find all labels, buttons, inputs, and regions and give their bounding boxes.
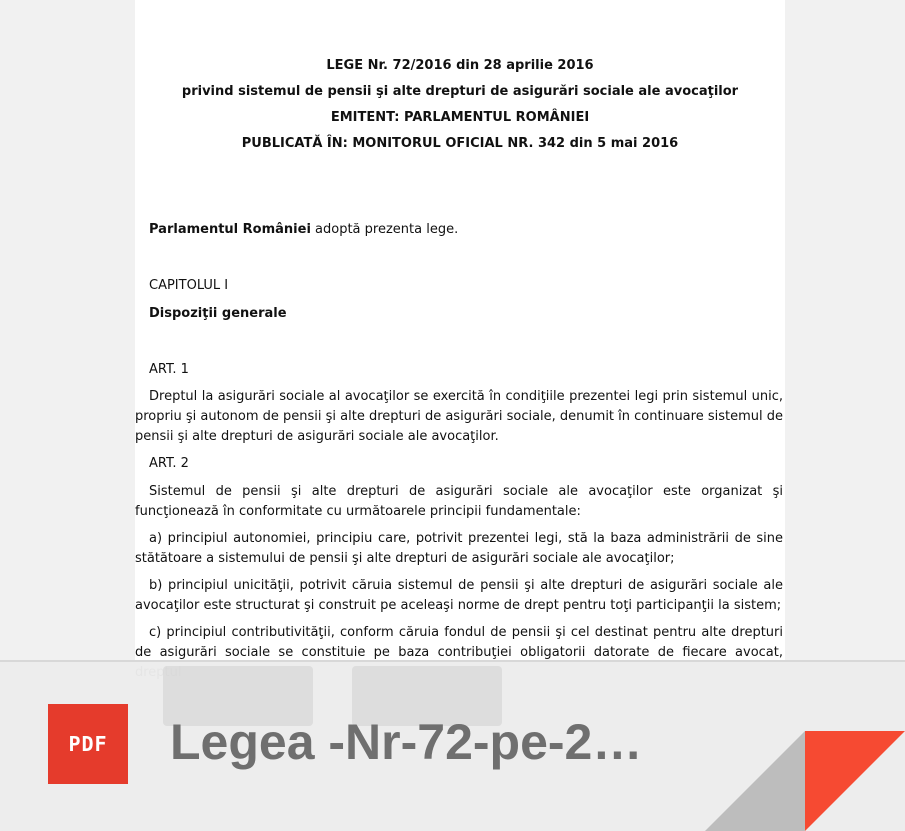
article-1-title: ART. 1 xyxy=(149,362,189,377)
article-2-point-b: b) principiul unicităţii, potrivit căruia sistemul de pensii şi alte drepturi de asigurări sociale ale avocaţilor este structurat şi construit pe aceleaşi norme de drept pentru toţi participanţii la sistem; xyxy=(135,578,783,613)
article-2-point-c: c) principiul contributivităţii, conform căruia fondul de pensii şi cel destinat pentru alte drepturi de asigurări sociale se constituie pe baza contribuţiei obligatorii datorate de fiecare avocat, xyxy=(135,625,783,660)
article-1-text: Dreptul la asigurări sociale al avocaţilor se exercită în condiţiile prezentei legi prin sistemul unic, propriu şi autonom de pensii şi alte drepturi de asigurări sociale, denumit în continuare sistemul de pensii şi alte drepturi de asigurări sociale ale avocaţilor. xyxy=(135,389,783,444)
law-publication: PUBLICATĂ ÎN: MONITORUL OFICIAL NR. 342 din 5 mai 2016 xyxy=(241,136,679,151)
chapter-title: Dispoziţii generale xyxy=(149,306,287,321)
preamble xyxy=(149,220,783,240)
law-title: LEGE Nr. 72/2016 din 28 aprilie 2016 xyxy=(326,58,594,73)
file-info-bar[interactable] xyxy=(0,660,905,831)
law-issuer: EMITENT: PARLAMENTUL ROMÂNIEI xyxy=(330,110,590,125)
article-2-text: Sistemul de pensii şi alte drepturi de asigurări sociale ale avocaţilor este organizat şi funcţionează în conformitate cu următoarele principii fundamentale: xyxy=(135,484,783,519)
preamble-bold: Parlamentul României xyxy=(149,222,311,237)
article-2-title: ART. 2 xyxy=(149,456,189,471)
page-curl-fold xyxy=(705,731,805,831)
page-curl-icon xyxy=(705,731,905,831)
pdf-file-icon: PDF xyxy=(48,704,128,784)
preamble-text: adoptă prezenta lege. xyxy=(310,222,459,237)
chapter-number: CAPITOLUL I xyxy=(149,278,229,293)
page-curl-corner xyxy=(805,731,905,831)
law-subject: privind sistemul de pensii şi alte drepturi de asigurări sociale ale avocaţilor xyxy=(181,84,739,99)
article-2-point-a: a) principiul autonomiei, principiu care, potrivit prezentei legi, stă la baza administrării de sine stătătoare a sistemului de pensii şi alte drepturi de asigurări sociale ale avocaţilor; xyxy=(135,531,783,566)
file-name[interactable]: Legea -Nr-72-pe-2… xyxy=(170,714,643,770)
